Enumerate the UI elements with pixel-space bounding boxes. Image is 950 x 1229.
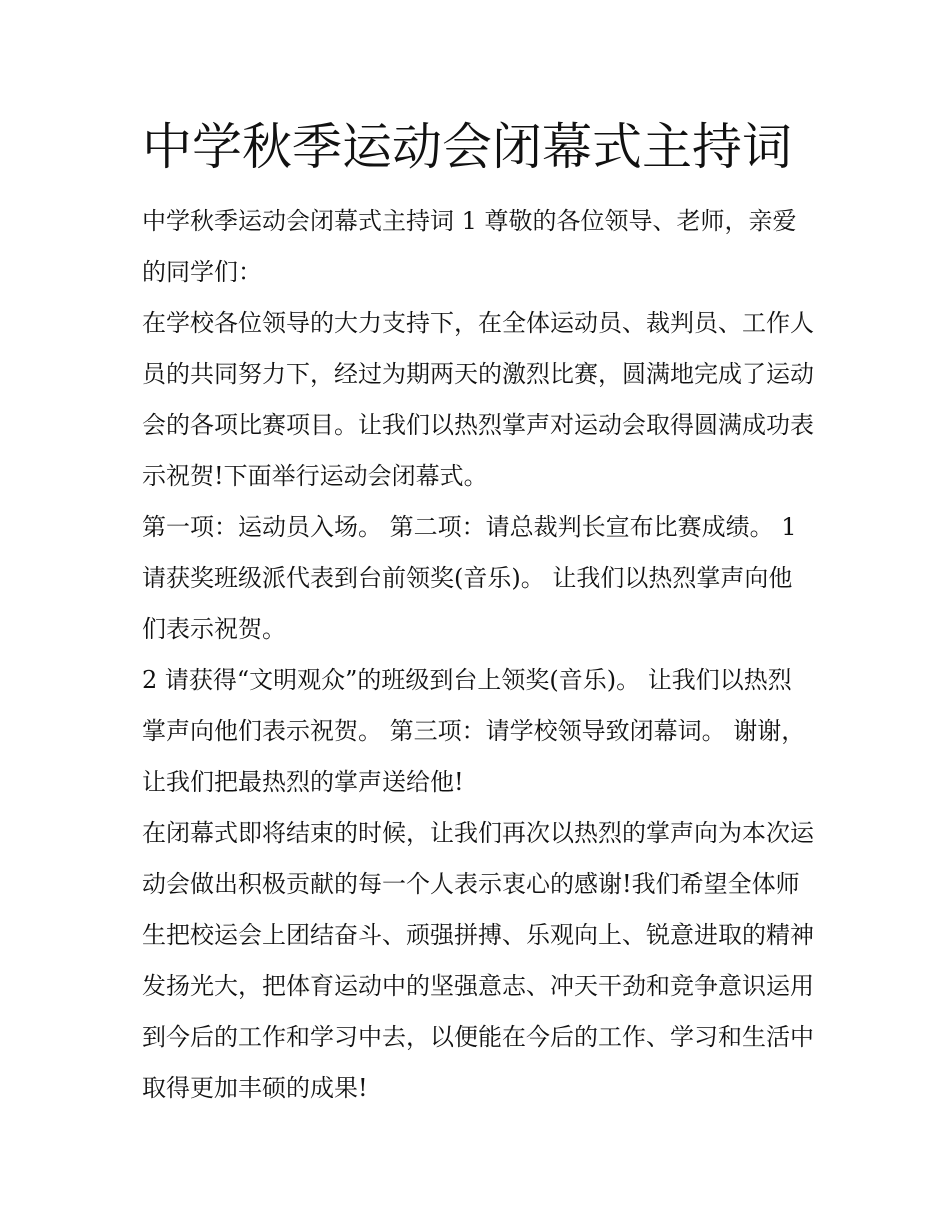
paragraph-closing: 在闭幕式即将结束的时候，让我们再次以热烈的掌声向为本次运动会做出积极贡献的每一个人表示衷心的感谢!我们希望全体师生把校运会上团结奋斗、顽强拼搏、乐观向上、锐意进取的精神发扬光大，把体育运动中的坚强意志、冲天干劲和竞争意识运用到今后的工作和学习中去，以便能在今后的工作、学习和生活中取得更加丰硕的成果!	[142, 819, 814, 1102]
paragraph-greeting: 中学秋季运动会闭幕式主持词 1 尊敬的各位领导、老师，亲爱的同学们：	[142, 207, 797, 286]
document-page	[142, 108, 814, 1114]
paragraph-program-1: 第一项：运动员入场。 第二项：请总裁判长宣布比赛成绩。 1 请获奖班级派代表到台前领奖(音乐)。 让我们以热烈掌声向他们表示祝贺。	[142, 513, 797, 643]
paragraph-program-2: 2 请获得“文明观众”的班级到台上领奖(音乐)。 让我们以热烈掌声向他们表示祝贺。 第三项：请学校领导致闭幕词。 谢谢，让我们把最热烈的掌声送给他!	[142, 666, 806, 796]
document-title: 中学秋季运动会闭幕式主持词	[142, 118, 792, 176]
paragraph-opening: 在学校各位领导的大力支持下，在全体运动员、裁判员、工作人员的共同努力下，经过为期两天的激烈比赛，圆满地完成了运动会的各项比赛项目。让我们以热烈掌声对运动会取得圆满成功表示祝贺!下面举行运动会闭幕式。	[142, 309, 814, 490]
